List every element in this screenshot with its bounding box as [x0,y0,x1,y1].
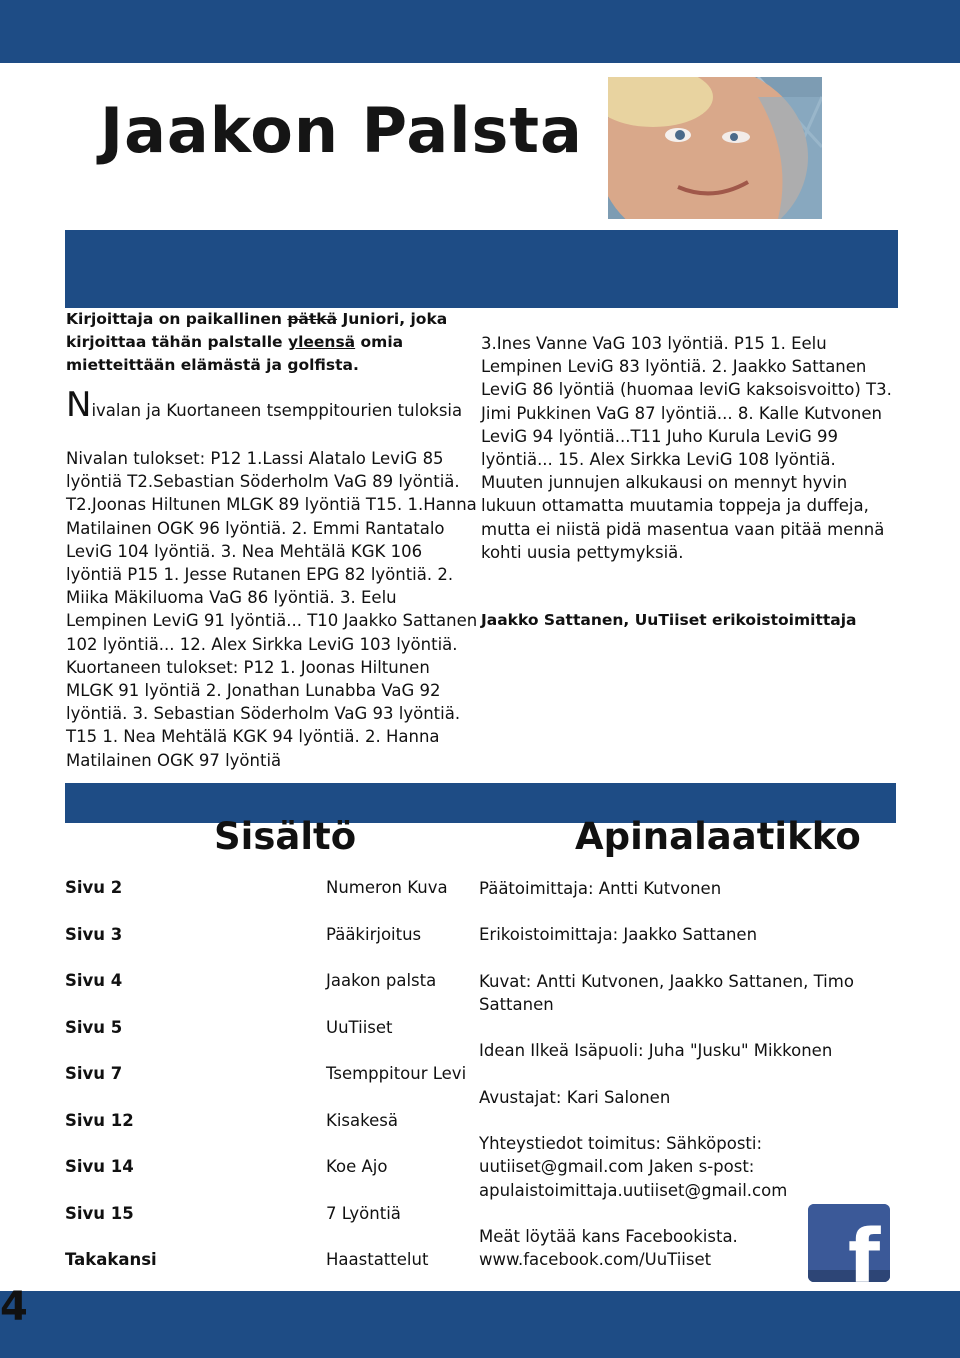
intro-underlined-word: yleensä [287,333,356,352]
toc-name: Jaakon palsta [326,971,437,990]
toc-name: Haastattelut [326,1250,429,1269]
toc-name: Koe Ajo [326,1157,388,1176]
staff-line: Päätoimittaja: Antti Kutvonen [479,879,722,898]
intro-struck-word: pätkä [287,310,338,328]
toc-row[interactable] [65,1250,475,1274]
toc-page: Sivu 14 [65,1157,134,1176]
toc-row[interactable] [65,878,475,902]
toc-name: Numeron Kuva [326,878,448,897]
toc-row[interactable] [65,971,475,995]
article-byline: Jaakko Sattanen, UuTiiset erikoistoimittaja [481,611,857,629]
toc-title: Sisältö [214,815,357,858]
toc-page: Sivu 7 [65,1064,123,1083]
toc-page: Sivu 12 [65,1111,134,1130]
toc-row[interactable] [65,1204,475,1228]
toc-page: Sivu 3 [65,925,123,944]
intro-text: Kirjoittaja on paikallinen [66,310,288,328]
article-right-column: 3.Ines Vanne VaG 103 lyöntiä. P15 1. Eelu Lempinen LeviG 83 lyöntiä. 2. Jaakko Sattanen LeviG 86 lyöntiä (huomaa leviG kaksoisvoitto) T3. Jimi Pukkinen VaG 87 lyöntiä... 8. Kalle Kutvonen LeviG 94 lyöntiä...T11 Juho Kurula LeviG 99 lyöntiä... 15. Alex Sirkka LeviG 108 lyöntiä. Muuten junnujen alkukausi on mennyt hyvin lukuun ottamatta muutamia toppeja ja duffeja, mutta ei niistä pidä masentua vaan pitää mennä kohti uusia pettymyksiä. [481,334,892,562]
toc-row[interactable] [65,1111,475,1135]
staff-line: Idean Ilkeä Isäpuoli: Juha "Jusku" Mikkonen [479,1041,833,1061]
facebook-logo-letter: f [848,1214,881,1282]
toc-page: Sivu 2 [65,878,123,897]
heading-text: ivalan ja Kuortaneen tsemppitourien tuloksia [91,401,463,420]
toc-name: Pääkirjoitus [326,925,422,944]
author-intro [66,308,466,378]
toc-name: 7 Lyöntiä [326,1204,401,1223]
page-number: 4 [0,1284,28,1330]
toc-page: Sivu 15 [65,1204,134,1223]
staff-line: Avustajat: Kari Salonen [479,1087,671,1107]
toc-page: Sivu 5 [65,1018,123,1037]
staff-line: Erikoistoimittaja: Jaakko Sattanen [479,925,758,945]
facebook-info[interactable]: Meät löytää kans Facebookista. www.facebook.com/UuTiiset [479,1226,738,1270]
article-heading [66,385,486,425]
intro-text: Juniori, joka kirjoittaa tähän palstalle [66,310,448,352]
toc-row[interactable] [65,925,475,949]
toc-page: Sivu 4 [65,971,123,990]
toc-row[interactable] [65,1064,475,1088]
contact-info: Yhteystiedot toimitus: Sähköposti: uutiiset@gmail.com Jaken s-post: apulaistoimittaja.uutiiset@gmail.com [479,1134,788,1200]
toc-name: Kisakesä [326,1111,398,1130]
article-left-column: Nivalan tulokset: P12 1.Lassi Alatalo LeviG 85 lyöntiä T2.Sebastian Söderholm VaG 89 lyöntiä. T2.Joonas Hiltunen MLGK 89 lyöntiä T15. 1.Hanna Matilainen OGK 96 lyöntiä. 2. Emmi Rantatalo LeviG 104 lyöntiä. 3. Nea Mehtälä KGK 106 lyöntiä P15 1. Jesse Rutanen EPG 82 lyöntiä. 2. Miika Mäkiluoma VaG 86 lyöntiä. 3. Eelu Lempinen LeviG 91 lyöntiä... T10 Jaakko Sattanen 102 lyöntiä... 12. Alex Sirkka LeviG 103 lyöntiä. Kuortaneen tulokset: P12 1. Joonas Hiltunen MLGK 91 lyöntiä 2. Jonathan Lunabba VaG 92 lyöntiä. 3. Sebastian Söderholm VaG 93 lyöntiä. T15 1. Nea Mehtälä KGK 94 lyöntiä. 2. Hanna Matilainen OGK 97 lyöntiä [66,449,478,770]
intro-text: omia mietteittään elämästä ja golfista. [66,333,404,375]
toc-page: Takakansi [65,1250,157,1269]
facebook-icon[interactable] [808,1204,890,1282]
heading-drop-initial: N [66,385,92,425]
apinalaatikko-title: Apinalaatikko [575,815,861,858]
toc-row[interactable] [65,1018,475,1042]
title-band [65,230,898,308]
author-photo [608,77,822,219]
toc-name: Tsemppitour Levi [326,1064,467,1083]
bottom-banner-bar [0,1291,960,1358]
top-banner-bar [0,0,960,63]
toc-name: UuTiiset [326,1018,393,1037]
toc-row[interactable] [65,1157,475,1181]
staff-line: Kuvat: Antti Kutvonen, Jaakko Sattanen, Timo Sattanen [479,971,854,1014]
column-masthead: Jaakon Palsta [100,94,583,167]
